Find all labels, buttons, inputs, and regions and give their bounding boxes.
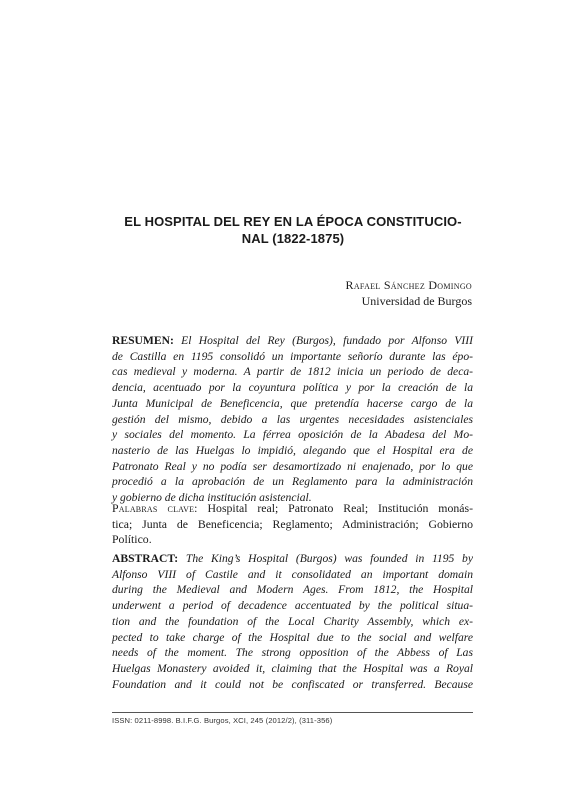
resumen-line: dencia, acentuado por la coyuntura política y por la creación de la: [112, 381, 473, 395]
abstract-line: ABSTRACT: The King’s Hospital (Burgos) was founded in 1195 by: [112, 552, 473, 565]
resumen-section: [112, 333, 473, 506]
abstract-line: Foundation and it could not be confiscated or transferred. Because: [112, 677, 473, 691]
resumen-line: nasterio de las Huelgas lo impidió, alegando que el Hospital era de: [112, 443, 473, 457]
author-block: [346, 277, 472, 309]
resumen-line: RESUMEN: El Hospital del Rey (Burgos), fundado por Alfonso VIII: [112, 334, 473, 347]
resumen-line: y sociales del momento. La férrea oposición de la Abadesa del Mo-: [112, 428, 473, 442]
keywords-section: [112, 501, 473, 548]
resumen-label: RESUMEN:: [112, 334, 174, 347]
abstract-line: tion and the foundation of the Local Charity Assembly, which ex-: [112, 614, 473, 628]
abstract-line: during the Medieval and Modern Ages. From 1812, the Hospital: [112, 583, 473, 597]
resumen-line: y gobierno de dicha institución asistencial.: [112, 491, 312, 505]
author-name: Rafael Sánchez Domingo: [345, 278, 472, 292]
resumen-line: Patronato Real y no podía ser desamortizado ni enajenado, por lo que: [112, 459, 473, 473]
resumen-line: cas medieval y moderna. A partir de 1812 inicia un periodo de deca-: [112, 365, 473, 379]
abstract-line: Huelgas Monastery avoided it, claiming that the Hospital was a Royal: [112, 661, 473, 675]
resumen-line: gestión del mismo, debido a las urgentes necesidades asistenciales: [112, 412, 473, 426]
footer-citation: ISSN: 0211-8998. B.I.F.G. Burgos, XCI, 245 (2012/2), (311-356): [112, 716, 333, 725]
author-affiliation: Universidad de Burgos: [361, 294, 472, 308]
keywords-line: tica; Junta de Beneficencia; Reglamento; Administración; Gobierno: [112, 516, 473, 531]
resumen-line: Junta Municipal de Beneficencia, que pretendía hacerse cargo de la: [112, 396, 473, 410]
abstract-section: [112, 551, 473, 692]
abstract-line: underwent a period of decadence accentuated by the political situa-: [112, 599, 473, 613]
keywords-line: Palabras clave: Hospital real; Patronato Real; Institución monás-: [112, 501, 474, 515]
keywords-label: Palabras clave:: [112, 501, 198, 515]
keywords-line: Político.: [112, 532, 152, 547]
abstract-line: Alfonso VIII of Castile and it consolidated an important domain: [112, 567, 473, 581]
abstract-line: pected to take charge of the Hospital due to the social and welfare: [112, 630, 473, 644]
article-title: [112, 213, 474, 247]
resumen-line: procedió a la aprobación de un Reglamento para la administración: [112, 475, 473, 489]
title-line: EL HOSPITAL DEL REY EN LA ÉPOCA CONSTITUCIO-: [124, 214, 462, 229]
footer-rule: [112, 712, 473, 713]
abstract-line: needs of the moment. The strong opposition of the Abbess of Las: [112, 646, 473, 660]
abstract-label: ABSTRACT:: [112, 552, 179, 565]
resumen-line: de Castilla en 1195 consolidó un importante señorío durante las épo-: [112, 349, 473, 363]
title-line: NAL (1822-1875): [241, 231, 345, 246]
